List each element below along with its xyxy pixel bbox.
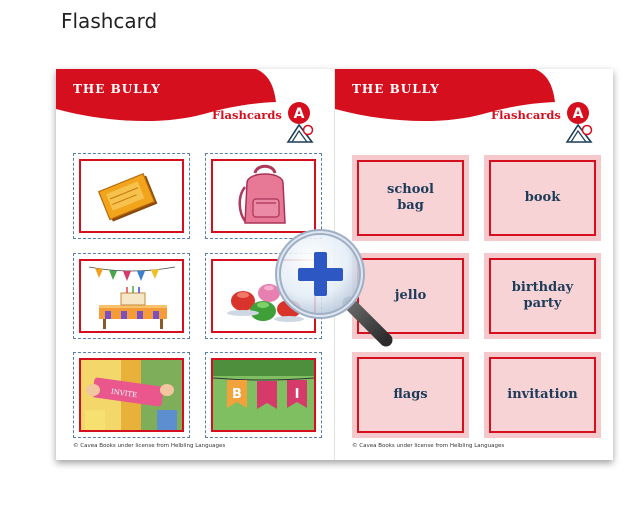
picture-frame: [211, 159, 316, 233]
word-label: jello: [394, 288, 427, 303]
picture-card-birthday-party[interactable]: [73, 253, 190, 339]
svg-text:I: I: [294, 387, 300, 402]
page-heading: Flashcard: [61, 9, 158, 33]
flashcards-label: Flashcards: [212, 108, 282, 122]
badge-letter: A: [572, 106, 584, 122]
book-title: THE BULLY: [352, 82, 440, 96]
flashcards-label: Flashcards: [491, 108, 561, 122]
picture-card-book[interactable]: [73, 153, 190, 239]
flags-picture: [213, 360, 314, 430]
invitation-picture: [81, 360, 182, 430]
copyright-footer: © Cavea Books under license from Helbling Languages: [352, 443, 505, 449]
word-card-birthday-party[interactable]: [484, 253, 601, 339]
word-label: flags: [393, 387, 428, 402]
level-badge-icon: [284, 100, 314, 146]
word-card-book[interactable]: [484, 155, 601, 241]
word-label: book: [524, 190, 561, 205]
magnifier-plus-icon[interactable]: [274, 228, 399, 353]
word-frame: [489, 357, 596, 433]
badge-letter: A: [293, 106, 305, 122]
picture-card-school-bag[interactable]: [205, 153, 322, 239]
word-label: school bag: [387, 182, 434, 213]
birthday-party-picture: [81, 261, 182, 331]
picture-frame: [79, 358, 184, 432]
word-frame: [357, 160, 464, 236]
word-card-invitation[interactable]: [484, 352, 601, 438]
picture-frame: [79, 159, 184, 233]
picture-card-invitation[interactable]: [73, 352, 190, 438]
svg-text:INVITE: INVITE: [110, 387, 138, 400]
word-frame: [357, 357, 464, 433]
word-frame: [489, 258, 596, 334]
word-card-flags[interactable]: [352, 352, 469, 438]
picture-frame: [79, 259, 184, 333]
book-title: THE BULLY: [73, 82, 161, 96]
svg-text:B: B: [232, 387, 242, 402]
word-label: birthday party: [511, 280, 574, 311]
copyright-footer: © Cavea Books under license from Helbling Languages: [73, 443, 226, 449]
word-label: invitation: [507, 387, 578, 402]
word-frame: [489, 160, 596, 236]
picture-frame: [211, 358, 316, 432]
picture-card-flags[interactable]: [205, 352, 322, 438]
book-picture: [81, 161, 182, 231]
level-badge-icon: [563, 100, 593, 146]
school-bag-picture: [213, 161, 314, 231]
